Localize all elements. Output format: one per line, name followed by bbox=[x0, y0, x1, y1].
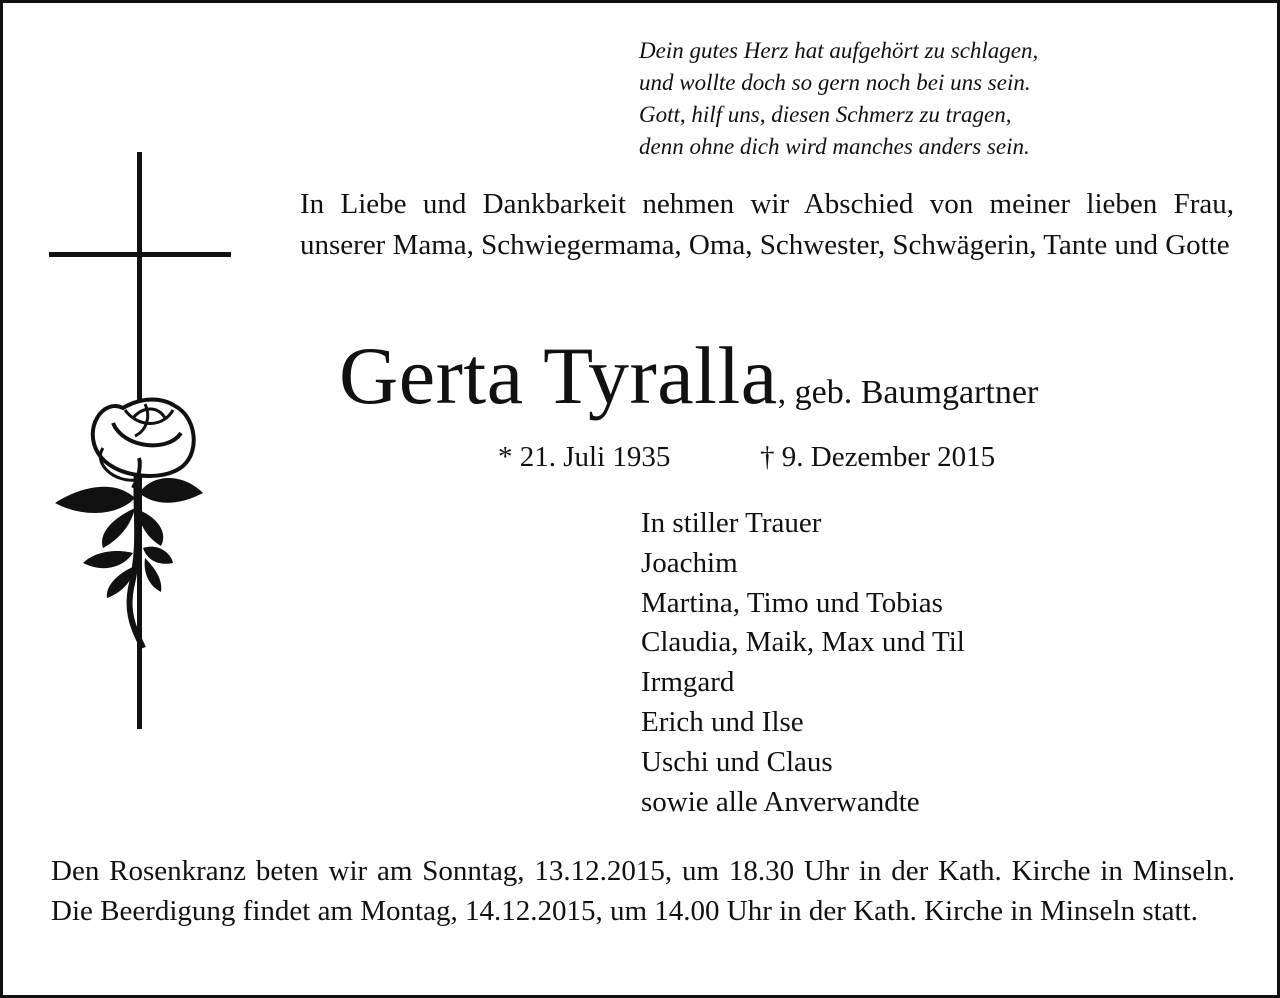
mourner-entry: Joachim bbox=[641, 546, 738, 579]
poem-line: Dein gutes Herz hat aufgehört zu schlagen, bbox=[639, 38, 1039, 63]
mourner-entry: sowie alle Anverwandte bbox=[641, 785, 920, 818]
cross-and-rose-emblem bbox=[43, 148, 243, 733]
mourners-heading: In stiller Trauer bbox=[641, 507, 822, 539]
mourner-entry: Erich und Ilse bbox=[641, 705, 804, 738]
mourner-entry: Irmgard bbox=[641, 666, 735, 699]
memorial-poem bbox=[639, 35, 1199, 163]
mourner-entry: Claudia, Maik, Max und Til bbox=[641, 626, 965, 659]
poem-line: denn ohne dich wird manches anders sein. bbox=[639, 134, 1030, 159]
birth-date: * 21. Juli 1935 bbox=[498, 441, 671, 473]
mourners-list bbox=[641, 504, 965, 822]
deceased-name: Gerta Tyralla bbox=[339, 330, 778, 421]
farewell-intro: In Liebe und Dankbarkeit nehmen wir Abschied von meiner lieben Frau, unserer Mama, Schwiegermama, Oma, Schwester, Schwägerin, Tante und Gotte bbox=[300, 188, 1234, 261]
death-date: † 9. Dezember 2015 bbox=[760, 441, 996, 473]
maiden-name: , geb. Baumgartner bbox=[777, 374, 1039, 411]
rose-icon bbox=[55, 400, 203, 649]
poem-line: Gott, hilf uns, diesen Schmerz zu tragen, bbox=[639, 102, 1012, 127]
deceased-name-line bbox=[339, 329, 1038, 423]
mourner-entry: Uschi und Claus bbox=[641, 745, 833, 778]
service-details: Den Rosenkranz beten wir am Sonntag, 13.12.2015, um 18.30 Uhr in der Kath. Kirche in Minseln. Die Beerdigung findet am Montag, 14.12.2015, um 14.00 Uhr in der Kath. Kirche in Minseln statt. bbox=[51, 855, 1235, 927]
mourner-entry: Martina, Timo und Tobias bbox=[641, 586, 943, 619]
poem-line: und wollte doch so gern noch bei uns sein. bbox=[639, 70, 1031, 95]
